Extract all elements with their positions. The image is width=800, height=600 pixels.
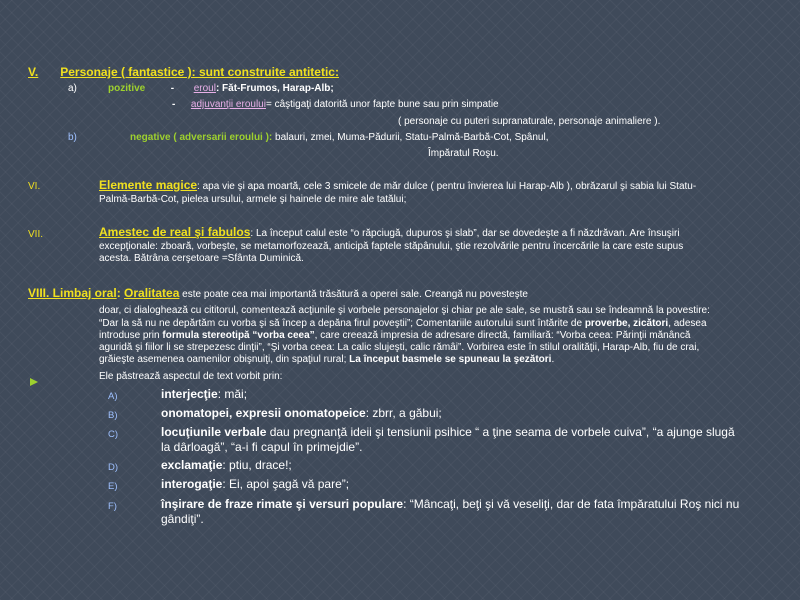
section-viii-title-b: Oralitatea — [124, 286, 180, 300]
section-vi-number: VI. — [28, 181, 41, 192]
section-v-heading — [28, 65, 339, 79]
negative-marker: b) — [68, 132, 77, 143]
section-vii-number: VII. — [28, 229, 44, 240]
section-vii-text3: acesta. Bătrâna cerşetoare =Sfânta Duminică. — [99, 253, 304, 264]
helpers-text: = câştigaţi datorită unor fapte bune sau prin simpatie — [265, 99, 499, 110]
section-viii-p2c: , adesea — [668, 318, 707, 329]
section-vii-text1: : La început calul este “o răpciugă, dupuros şi slab”, dar se dovedeşte a fi năzdrăvan. Are însuşiri — [250, 228, 680, 239]
section-vii-title: Amestec de real şi fabulos — [99, 225, 251, 239]
item-marker-b: B) — [108, 410, 118, 421]
section-v-title: Personaje ( fantastice ): sunt construite antitetic: — [60, 65, 339, 79]
section-vi-text1: : apa vie şi apa moartă, cele 3 smicele de măr dulce ( pentru învierea lui Harap-Alb ), obrăzarul şi sabia lui Statu- — [197, 181, 697, 192]
section-vii-text2: excepţionale: zboară, vorbeşte, se metamorfozează, anticipă faptele stăpânului, ştie rezolvările pentru încercările la care este supus — [99, 241, 684, 252]
item-onomatopoeia — [161, 406, 442, 420]
section-viii-p3a: introduse prin — [99, 330, 163, 341]
helpers-term: adjuvanţii eroului — [190, 99, 266, 110]
triangle-bullet-icon — [30, 373, 38, 391]
item-interrogation — [161, 477, 349, 491]
item-rhymed-phrases-term: înşirare de fraze rimate şi versuri populare — [161, 497, 404, 511]
item-exclamation-term: exclamaţie — [161, 458, 223, 472]
item-marker-d: D) — [108, 462, 119, 473]
item-marker-e: E) — [108, 481, 118, 492]
negative-label: negative ( adversarii eroului ): — [130, 132, 273, 143]
item-rhymed-phrases — [161, 497, 739, 511]
section-viii-p4: aguridă şi fiilor li se strepezesc dinţii”, “Şi vorba ceea: La calic slujeşti, calic rămâi”. Vorbirea este în stilul oralităţii, Harap-Alb, fiu de crai, — [99, 342, 700, 353]
item-interjection-term: interjecţie — [161, 387, 218, 401]
section-viii-p3c: , care creează impresia de adresare directă, familiară: “Vorba ceea: Părinţii mănâncă — [314, 330, 691, 341]
section-viii-p5c: . — [551, 354, 555, 365]
section-v-number: V. — [28, 65, 39, 79]
negative-text: balauri, zmei, Muma-Pădurii, Statu-Palmă-Barbă-Cot, Spânul, — [275, 132, 549, 143]
positive-content — [108, 83, 334, 94]
negative-cont: Împăratul Roşu. — [428, 148, 499, 159]
positive-line — [68, 83, 77, 94]
item-rhymed-phrases-text: : “Mâncaţi, beţi şi vă veseliţi, dar de fata împăratului Roş nici nu — [403, 497, 740, 511]
section-viii-p5b: La început basmele se spuneau la şezători — [349, 354, 552, 365]
helpers-dash: - — [172, 99, 176, 110]
positive-label: pozitive — [108, 83, 146, 94]
bullet-text: Ele păstrează aspectul de text vorbit prin: — [99, 371, 283, 382]
item-marker-c: C) — [108, 429, 119, 440]
item-interjection-text: : măi; — [217, 387, 248, 401]
item-verbal-locutions — [161, 425, 735, 439]
item-interrogation-text: : Ei, apoi şagă vă pare”; — [222, 477, 350, 491]
item-marker-a: A) — [108, 391, 118, 402]
item-verbal-locutions-text: dau pregnanţă ideii şi tensiunii psihice “ a ţine seama de vorbele cuiva”, “a ajunge slugă — [266, 425, 735, 439]
helpers-cont: ( personaje cu puteri supranaturale, personaje animaliere ). — [398, 116, 661, 127]
item-exclamation-text: : ptiu, drace!; — [222, 458, 292, 472]
item-rhymed-phrases-cont: gândiţi”. — [161, 512, 204, 526]
negative-content — [130, 132, 549, 143]
section-viii-p2 — [99, 318, 707, 329]
section-viii-title-a: VIII. Limbaj oral — [28, 286, 117, 300]
section-viii-p2b: proverbe, zicători — [584, 318, 669, 329]
hero-term: eroul — [193, 83, 216, 94]
section-viii-p3 — [99, 330, 690, 341]
positive-marker: a) — [68, 83, 77, 94]
section-vi-line1 — [99, 178, 696, 192]
section-viii-p1: doar, ci dialoghează cu cititorul, comentează acţiunile şi vorbele personajelor şi chiar pe ale sale, se mustră sau se îndeamnă la povestire: — [99, 305, 710, 316]
section-viii-line1 — [28, 286, 528, 300]
hero-text: : Făt-Frumos, Harap-Alb; — [215, 83, 334, 94]
item-verbal-locutions-cont: la dârloagă”, “a-i fi capul în primejdie”. — [161, 440, 363, 454]
positive-dash: - — [170, 83, 175, 94]
section-viii-p5a: grăieşte asemenea oamenilor obişnuiţi, din spaţiul rural; — [99, 354, 350, 365]
section-viii-sep: : — [116, 286, 125, 300]
section-vi-title: Elemente magice — [99, 178, 198, 192]
section-vii-line1 — [99, 225, 680, 239]
item-marker-f: F) — [108, 501, 117, 512]
item-onomatopoeia-term: onomatopei, expresii onomatopeice — [161, 406, 366, 420]
negative-line — [68, 132, 77, 143]
item-interjection — [161, 387, 247, 401]
section-vi-text2: Palmă-Barbă-Cot, pielea ursului, armele şi hainele de mire ale tatălui; — [99, 194, 407, 205]
section-viii-p3b: formula stereotipă “vorba ceea” — [162, 330, 315, 341]
helpers-line — [172, 99, 499, 110]
item-onomatopoeia-text: : zbrr, a găbui; — [365, 406, 442, 420]
item-interrogation-term: interogaţie — [161, 477, 223, 491]
section-viii-intro: este poate cea mai importantă trăsătură a operei sale. Creangă nu povesteşte — [179, 289, 528, 300]
section-viii-p2a: “Dar la să nu ne depărtăm cu vorba şi să încep a depăna firul poveştii”; Comentariile autorului sunt întărite de — [99, 318, 585, 329]
item-exclamation — [161, 458, 292, 472]
section-viii-p5 — [99, 354, 554, 365]
item-verbal-locutions-term: locuţiunile verbale — [161, 425, 267, 439]
